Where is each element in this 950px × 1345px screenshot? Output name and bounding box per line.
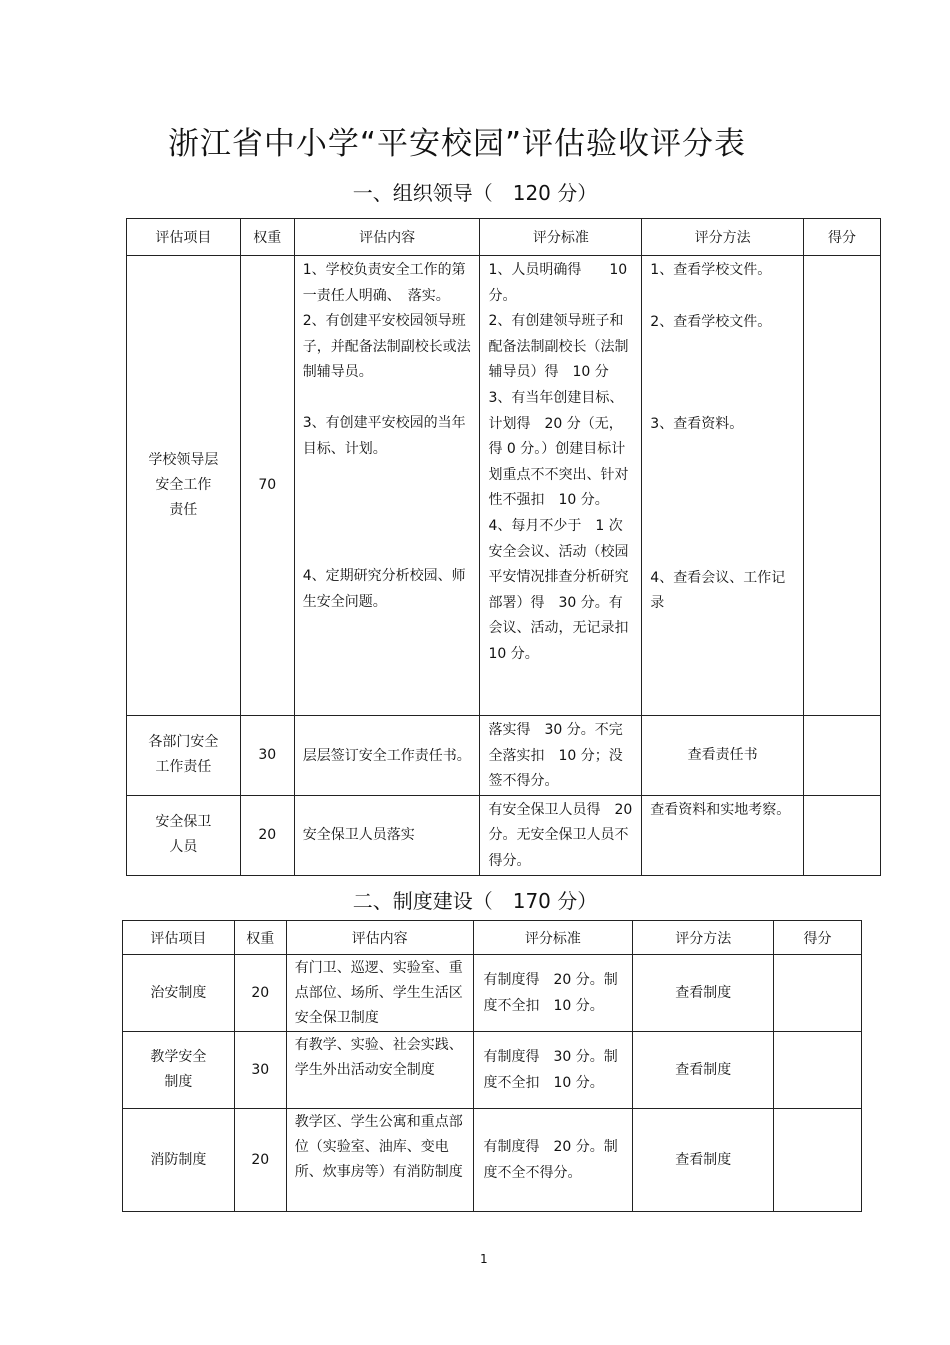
- method-cell: 查看制度: [633, 1109, 774, 1212]
- content-point: 1、学校负责安全工作的第一责任人明确、 落实。: [302, 262, 466, 304]
- header-content: 评估内容: [294, 219, 480, 256]
- section-heading-institution: 二、制度建设（ 170 分）: [352, 889, 598, 913]
- weight-cell: 30: [240, 716, 294, 796]
- weight-cell: 70: [240, 256, 294, 716]
- score-cell: [774, 955, 862, 1032]
- item-line: 制度: [164, 1074, 193, 1090]
- item-line: 教学安全: [150, 1049, 207, 1065]
- item-cell: 治安制度: [123, 955, 235, 1032]
- standard-point: 4、每月不少于 1 次安全会议、活动（校园平安情况排查分析研究部署）得 30 分。有会议、活动，无记录扣 10 分。: [488, 517, 643, 662]
- document-title: 浙江省中小学“平安校园”评估验收评分表: [167, 126, 747, 162]
- score-cell: [774, 1109, 862, 1212]
- content-cell: [294, 256, 480, 716]
- content-cell: 有教学、实验、社会实践、学生外出活动安全制度: [286, 1032, 473, 1109]
- table-header-row: [123, 921, 862, 955]
- standard-cell: [480, 256, 642, 716]
- header-item: 评估项目: [123, 921, 235, 955]
- method-cell: 查看资料和实地考察。: [642, 795, 804, 875]
- weight-cell: 30: [234, 1032, 286, 1109]
- header-standard: 评分标准: [473, 921, 633, 955]
- method-cell: 查看制度: [633, 1032, 774, 1109]
- content-cell: 安全保卫人员落实: [294, 795, 480, 875]
- item-cell: 消防制度: [123, 1109, 235, 1212]
- content-cell: 层层签订安全工作责任书。: [294, 716, 480, 796]
- content-point: 4、定期研究分析校园、师生安全问题。: [302, 568, 466, 610]
- item-cell: [127, 795, 241, 875]
- weight-cell: 20: [234, 1109, 286, 1212]
- table-row: [123, 1109, 862, 1212]
- score-cell: [774, 1032, 862, 1109]
- item-line: 安全工作: [155, 477, 212, 493]
- item-line: 学校领导层: [148, 452, 219, 468]
- page-number: 1: [480, 1252, 488, 1266]
- header-weight: 权重: [240, 219, 294, 256]
- table-header-row: [127, 219, 881, 256]
- method-cell: [642, 256, 804, 716]
- header-standard: 评分标准: [480, 219, 642, 256]
- table-organization: [126, 218, 881, 876]
- item-line: 责任: [169, 502, 198, 518]
- item-line: 人员: [169, 839, 198, 856]
- content-point: 3、有创建平安校园的当年目标、计划。: [302, 414, 466, 457]
- header-score: 得分: [774, 921, 862, 955]
- score-cell: [804, 716, 881, 796]
- method-point: 1、查看学校文件。: [650, 262, 772, 278]
- table-row: [123, 1032, 862, 1109]
- item-line: 各部门安全: [148, 734, 219, 751]
- method-point: 3、查看资料。: [650, 416, 744, 433]
- item-cell: [123, 1032, 235, 1109]
- standard-point: 1、人员明确得 10 分。: [488, 262, 628, 304]
- method-cell: 查看责任书: [642, 716, 804, 796]
- standard-cell: 有安全保卫人员得 20 分。无安全保卫人员不得分。: [480, 795, 642, 875]
- score-cell: [804, 256, 881, 716]
- standard-cell: 有制度得 20 分。制度不全扣 10 分。: [473, 955, 633, 1032]
- header-content: 评估内容: [286, 921, 473, 955]
- header-method: 评分方法: [642, 219, 804, 256]
- header-method: 评分方法: [633, 921, 774, 955]
- content-cell: 有门卫、巡逻、实验室、重点部位、场所、学生生活区安全保卫制度: [286, 955, 473, 1032]
- table-institution: [122, 920, 862, 1212]
- content-point: 2、有创建平安校园领导班子，并配备法制副校长或法制辅导员。: [302, 313, 471, 381]
- weight-cell: 20: [234, 955, 286, 1032]
- item-cell: [127, 716, 241, 796]
- standard-cell: 有制度得 30 分。制度不全扣 10 分。: [473, 1032, 633, 1109]
- method-point: 4、查看会议、工作记录: [650, 569, 786, 612]
- weight-cell: 20: [240, 795, 294, 875]
- content-cell: 教学区、学生公寓和重点部位（实验室、油库、变电所、炊事房等）有消防制度: [286, 1109, 473, 1212]
- item-line: 工作责任: [155, 759, 212, 776]
- standard-point: 3、有当年创建目标、计划得 20 分（无，得 0 分。）创建目标计划重点不不突出、针对性不强扣 10 分。: [488, 389, 629, 509]
- section-heading-organization: 一、组织领导（ 120 分）: [352, 181, 598, 205]
- header-item: 评估项目: [127, 219, 241, 256]
- item-cell: [127, 256, 241, 716]
- method-cell: 查看制度: [633, 955, 774, 1032]
- item-line: 安全保卫: [155, 814, 212, 831]
- table-row: [123, 955, 862, 1032]
- header-score: 得分: [804, 219, 881, 256]
- table-row: [127, 716, 881, 796]
- table-row: [127, 256, 881, 716]
- header-weight: 权重: [234, 921, 286, 955]
- standard-cell: 落实得 30 分。不完全落实扣 10 分；没签不得分。: [480, 716, 642, 796]
- table-row: [127, 795, 881, 875]
- standard-cell: 有制度得 20 分。制度不全不得分。: [473, 1109, 633, 1212]
- score-cell: [804, 795, 881, 875]
- method-point: 2、查看学校文件。: [650, 313, 772, 330]
- standard-point: 2、有创建领导班子和配备法制副校长（法制辅导员）得 10 分: [488, 313, 629, 381]
